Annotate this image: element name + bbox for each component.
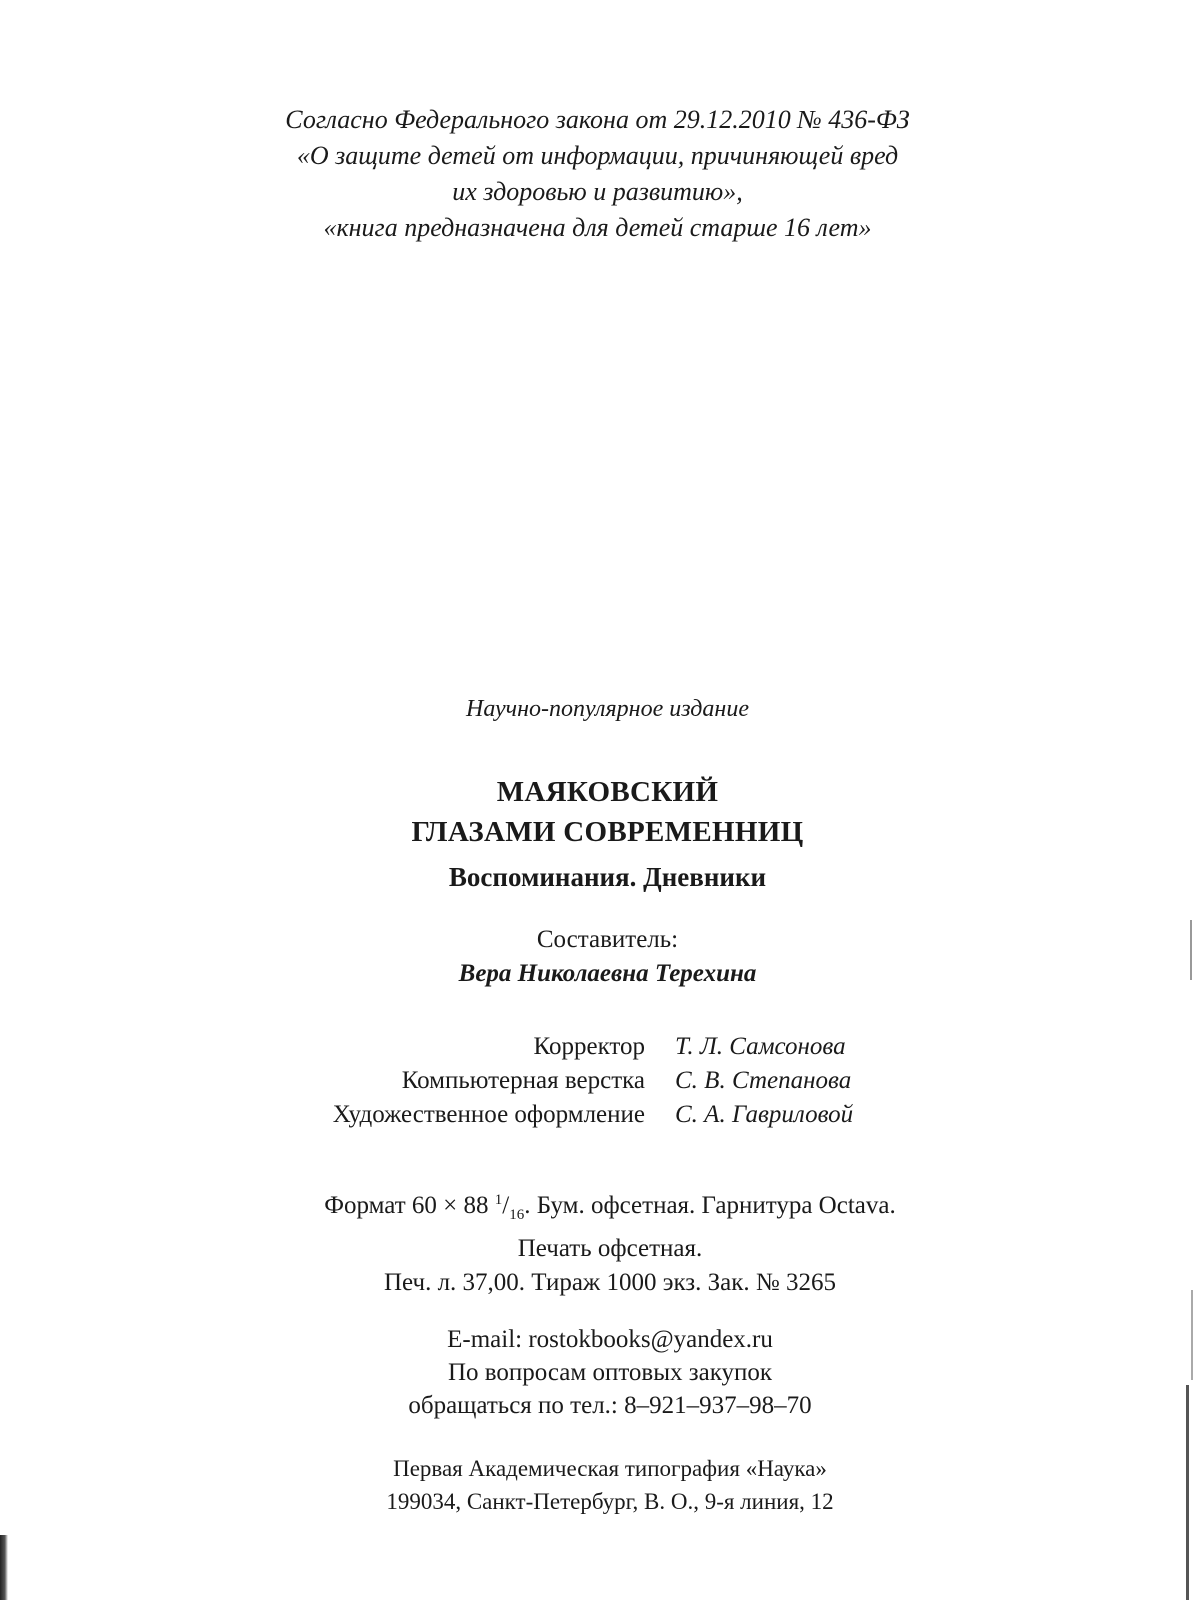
credit-role-design: Художественное оформление [332, 1101, 645, 1128]
credit-role-proofreader: Корректор [533, 1033, 645, 1060]
contact-phone: обращаться по тел.: 8–921–937–98–70 [408, 1392, 812, 1419]
book-title-line-2: ГЛАЗАМИ СОВРЕМЕННИЦ [411, 816, 804, 848]
edition-type: Научно-популярное издание [466, 696, 749, 722]
format-denominator: 16 [509, 1207, 525, 1223]
compiler-name: Вера Николаевна Терехина [458, 960, 757, 987]
compiler-label: Составитель: [536, 926, 679, 953]
scan-edge-line [1191, 1290, 1193, 1380]
credit-name-proofreader: Т. Л. Самсонова [675, 1033, 846, 1060]
scan-edge-line [1190, 920, 1192, 980]
imprint-print-method: Печать офсетная. [517, 1235, 703, 1262]
format-prefix: Формат 60 × 88 [324, 1192, 495, 1219]
book-subtitle: Воспоминания. Дневники [448, 862, 767, 892]
credit-name-design: С. А. Гавриловой [675, 1101, 854, 1128]
credit-role-layout: Компьютерная верстка [401, 1067, 645, 1094]
age-restriction-notice [0, 102, 1195, 246]
age-notice-line-4: «книга предназначена для детей старше 16 лет» [323, 213, 872, 242]
printer-block [0, 1452, 1195, 1518]
format-numerator: 1 [494, 1192, 503, 1208]
age-notice-line-2: «О защите детей от информации, причиняющей вред [296, 141, 899, 170]
imprint-sheets: Печ. л. 37,00. Тираж 1000 экз. Зак. № 3265 [383, 1269, 836, 1296]
credit-name-layout: С. В. Степанова [675, 1067, 852, 1094]
printer-name: Первая Академическая типография «Наука» [393, 1456, 827, 1481]
format-suffix: . Бум. офсетная. Гарнитура Octava. [524, 1192, 896, 1219]
format-slash: / [502, 1192, 510, 1219]
credits-names [675, 1030, 853, 1132]
book-title-block [0, 772, 1195, 893]
contact-wholesale: По вопросам оптовых закупок [447, 1359, 773, 1386]
book-title-line-1: МАЯКОВСКИЙ [496, 776, 719, 808]
imprint-block [0, 1183, 1195, 1300]
age-notice-line-3: их здоровью и развитию», [452, 177, 743, 206]
age-notice-line-1: Согласно Федерального закона от 29.12.2010 № 436-ФЗ [285, 105, 910, 134]
printer-address: 199034, Санкт-Петербург, В. О., 9-я линия, 12 [386, 1489, 834, 1514]
contacts-block [0, 1323, 1195, 1422]
contact-email: E-mail: rostokbooks@yandex.ru [447, 1326, 773, 1353]
scan-edge-shadow [0, 1535, 8, 1600]
scan-edge-line [1186, 1385, 1189, 1600]
imprint-format-line [0, 1183, 1195, 1232]
credits-roles [333, 1030, 645, 1132]
